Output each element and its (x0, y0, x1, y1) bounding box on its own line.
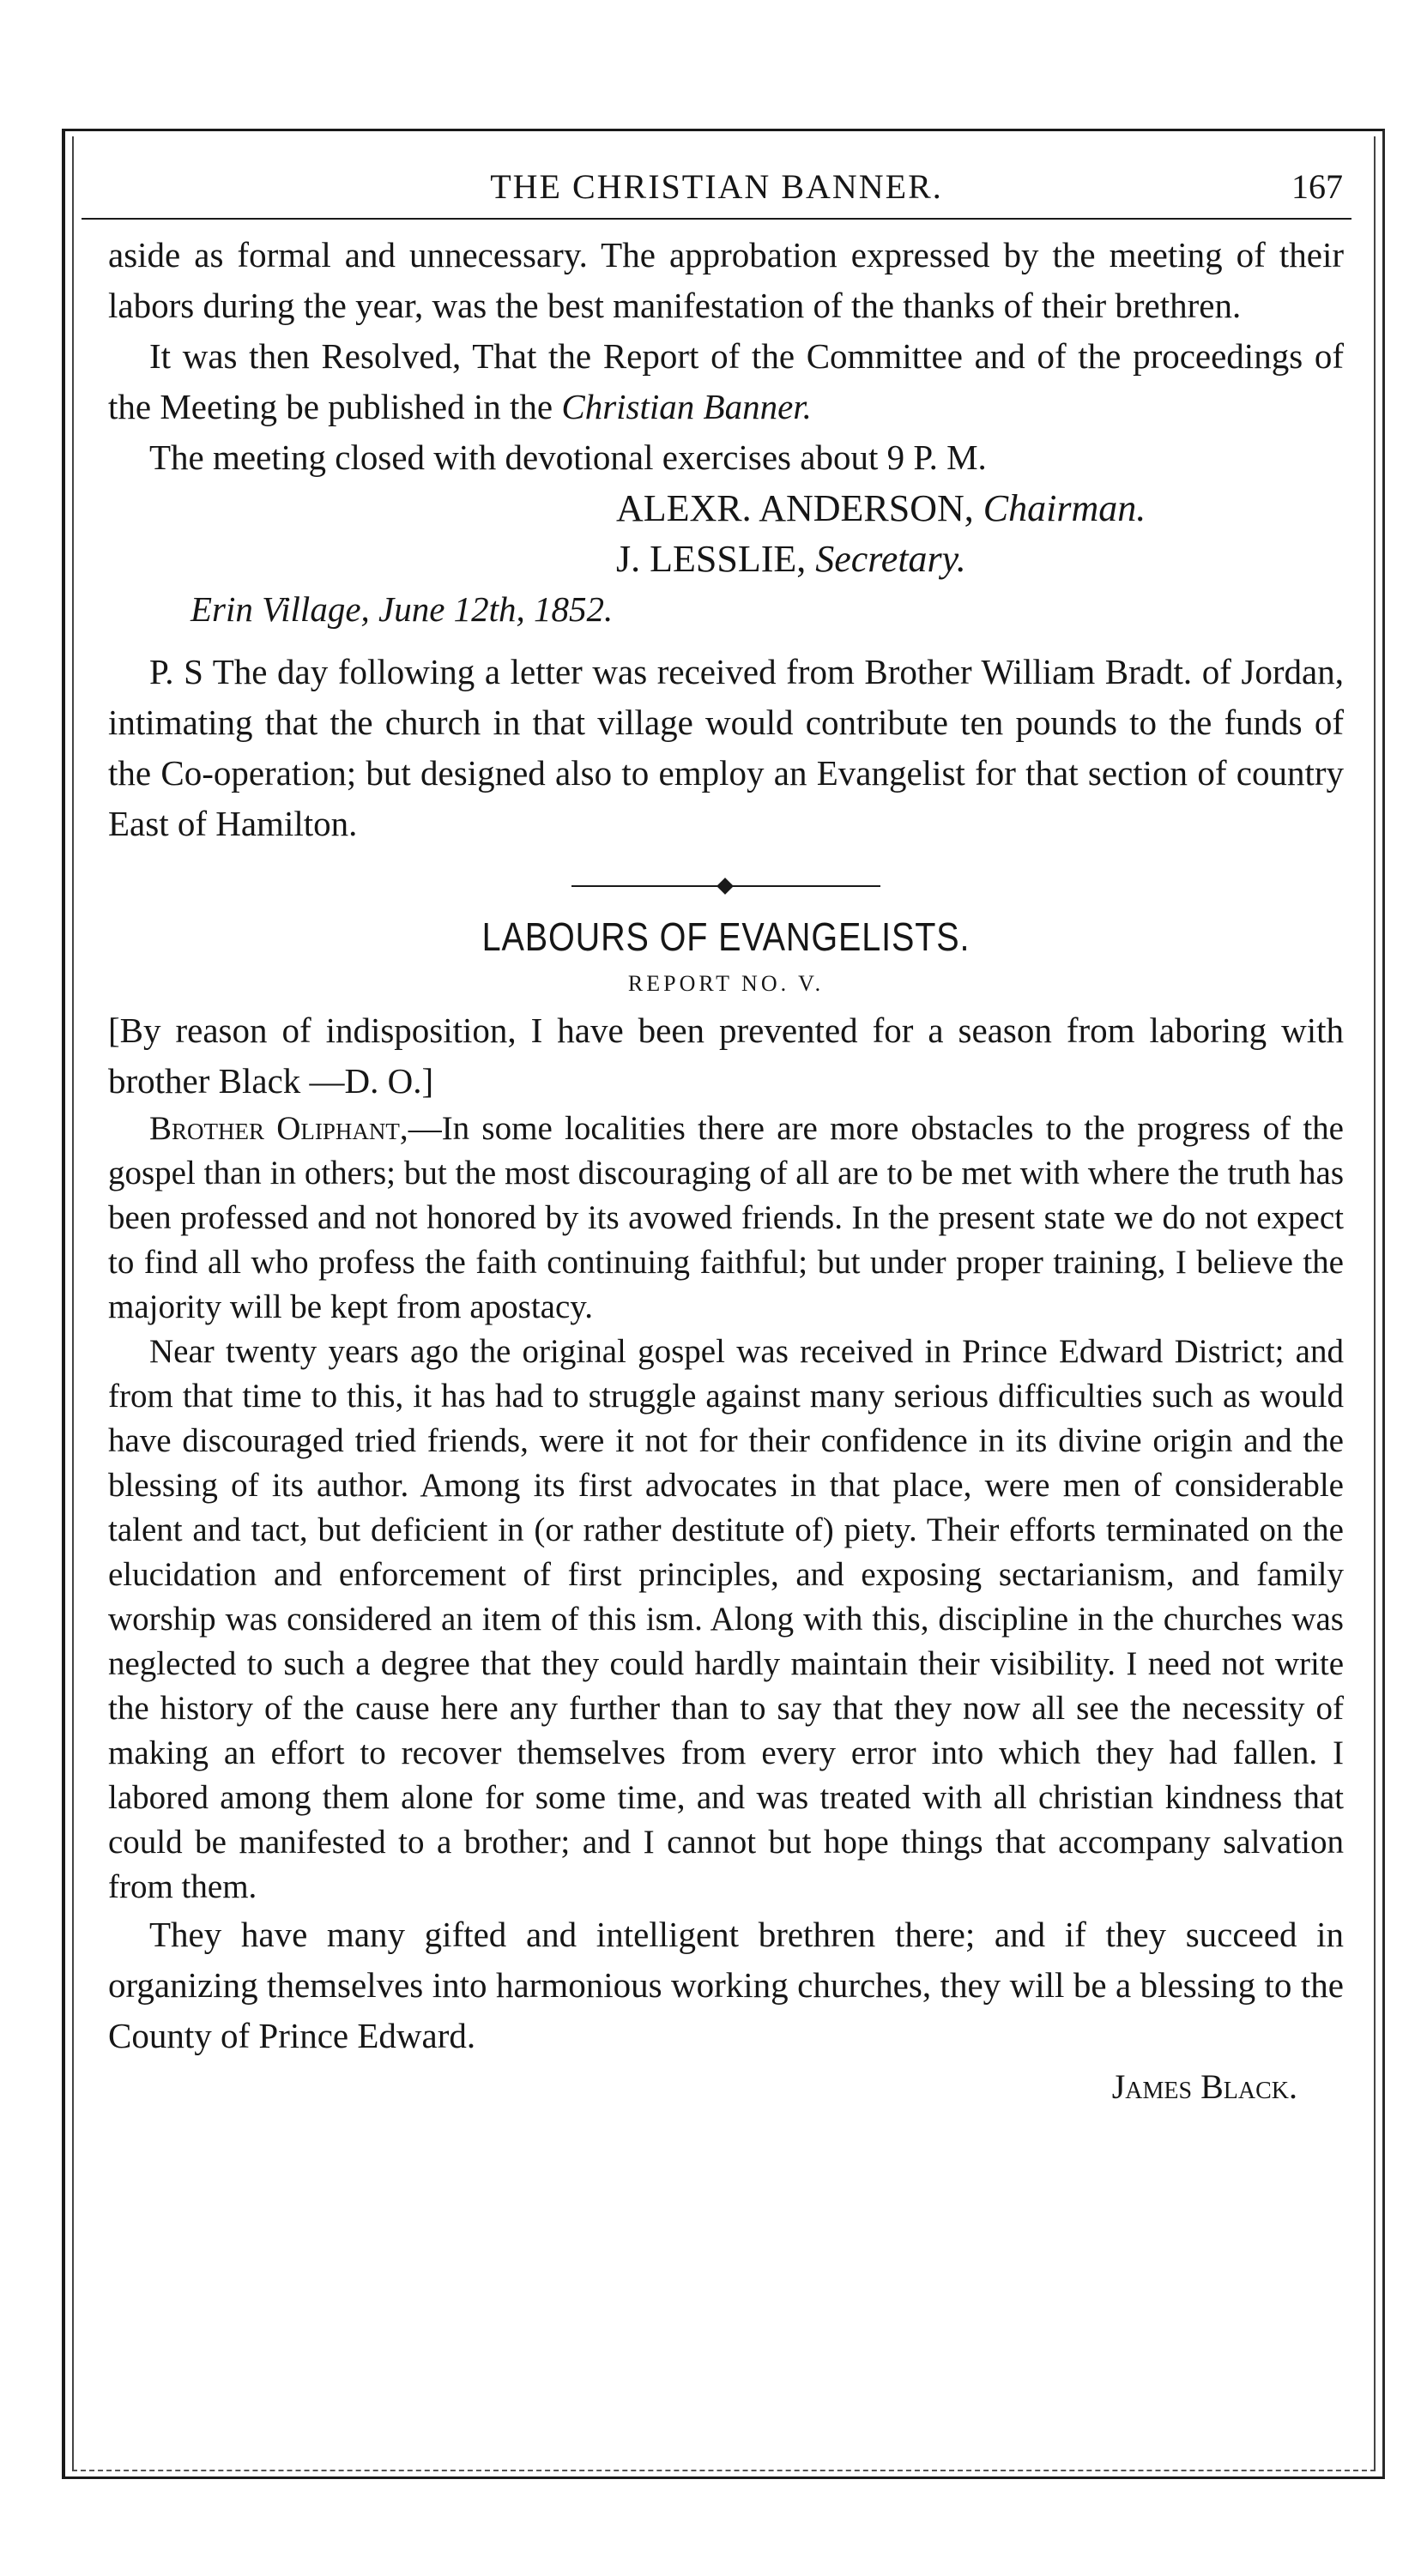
section-title: LABOURS OF EVANGELISTS. (481, 914, 971, 959)
chairman-name: ALEXR. ANDERSON, (616, 487, 974, 529)
secretary-name: J. LESSLIE, (616, 538, 807, 580)
report-paragraph-1 (108, 1107, 1344, 1330)
editor-note: [By reason of indisposition, I have been prevented for a season from laboring with brother Black —D. O.] (108, 1010, 1344, 1101)
minutes-paragraph-3: The meeting closed with devotional exercises about 9 P. M. (149, 437, 987, 477)
page-body (108, 230, 1344, 2112)
report-number: REPORT NO. V. (627, 971, 825, 996)
report-paragraph-3: They have many gifted and intelligent brethren there; and if they succeed in organizing themselves into harmonious working churches, they will be a blessing to the County of Prince Edward. (108, 1915, 1344, 2055)
salutation: Brother Oliphant, (149, 1110, 408, 1147)
secretary-signature (616, 534, 1344, 584)
report-paragraph-1-text: —In some localities there are more obstacles to the progress of the gospel than in others; but the most discouraging of all are to be met with where the truth has been professed and not honored by its avowed friends. In the present state we do not expect to find all who profess the faith continuing faithful; but under proper training, I believe the majority will be kept from apostacy. (108, 1110, 1344, 1325)
section-divider (571, 878, 880, 894)
divider-ornament-icon (717, 878, 734, 895)
minutes-paragraph-1: aside as formal and unnecessary. The approbation expressed by the meeting of their labors during the year, was the best manifestation of the thanks of their brethren. (108, 235, 1344, 325)
minutes-paragraph-2 (108, 331, 1344, 432)
running-header (82, 154, 1351, 220)
page-number: 167 (1291, 167, 1343, 206)
publication-name: Christian Banner. (561, 387, 812, 426)
chairman-signature (616, 483, 1344, 534)
dateline-text: Erin Village, June 12th, 1852. (190, 589, 614, 629)
author-signature: James Black. (1111, 2067, 1297, 2106)
secretary-role: Secretary. (815, 538, 966, 580)
postscript: P. S The day following a letter was received from Brother William Bradt. of Jordan, intimating that the church in that village would contribute ten pounds to the funds of the Co-operation; but designed also to employ an Evangelist for that section of country East of Hamilton. (108, 652, 1344, 843)
dateline (108, 584, 1344, 635)
chairman-role: Chairman. (983, 487, 1146, 529)
journal-title: THE CHRISTIAN BANNER. (490, 167, 943, 206)
resolution-text: It was then Resolved, That the Report of the Committee and of the proceedings of the Meeting be published in the (108, 336, 1344, 426)
report-paragraph-2: Near twenty years ago the original gospel was received in Prince Edward District; and from that time to this, it has had to struggle against many serious difficulties such as would have discouraged tried friends, were it not for their confidence in its divine origin and the blessing of its author. Among its first advocates in that place, were men of considerable talent and tact, but deficient in (or rather destitute of) piety. Their efforts terminated on the elucidation and enforcement of first principles, and exposing sectarianism, and family worship was considered an item of this ism. Along with this, discipline in the churches was neglected to such a degree that they could hardly maintain their visibility. I need not write the history of the cause here any further than to say that they now all see the necessity of making an effort to recover themselves from every error into which they had fallen. I labored among them alone for some time, and was treated with all christian kindness that could be manifested to a brother; and I cannot but hope things that accompany salvation from them. (108, 1333, 1344, 1905)
